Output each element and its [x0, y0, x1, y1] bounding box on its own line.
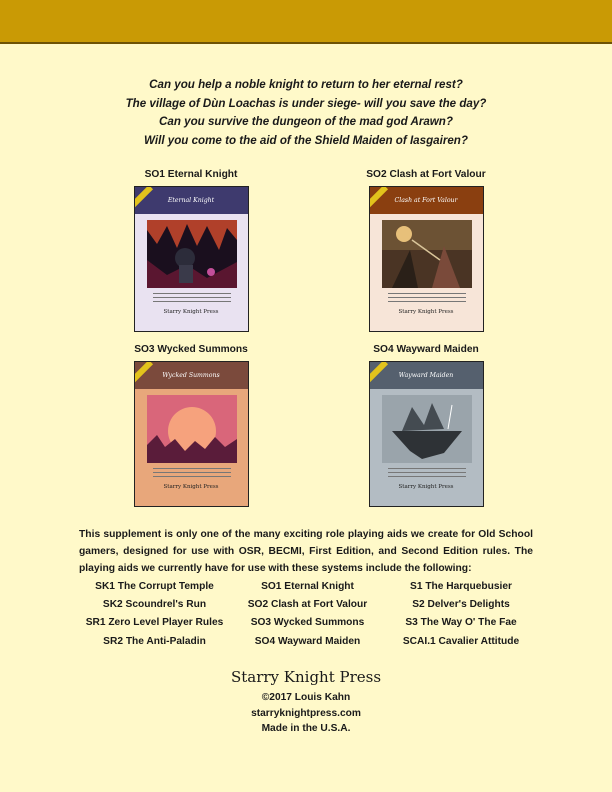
cover-title-band — [370, 362, 483, 389]
question-line: Can you help a noble knight to return to her eternal rest? — [149, 78, 463, 91]
product-item: SO1 Eternal Knight — [261, 581, 354, 592]
product-list — [78, 578, 538, 651]
cover-label: SO2 Clash at Fort Valour — [366, 169, 486, 180]
floating-island-icon — [382, 395, 472, 463]
made-in: Made in the U.S.A. — [261, 723, 351, 734]
cover-image-so4[interactable] — [369, 361, 484, 507]
cover-text-lines — [153, 468, 231, 480]
product-column — [384, 578, 538, 651]
cover-block-so3[interactable] — [111, 343, 271, 507]
product-item: SR2 The Anti-Paladin — [103, 635, 206, 647]
product-item: S2 Delver's Delights — [412, 599, 510, 611]
cover-title-band — [370, 187, 483, 214]
publisher-footer — [0, 666, 612, 737]
cover-image-so1[interactable] — [134, 186, 249, 332]
cover-title-band — [135, 362, 248, 389]
question-line: The village of Dùn Loachas is under siege- will you save the day? — [125, 96, 487, 110]
copyright: ©2017 Louis Kahn — [261, 692, 351, 703]
product-column — [78, 578, 231, 651]
product-column — [231, 578, 384, 651]
cover-title-text: Wycked Summons — [162, 372, 220, 379]
cover-publisher: Starry Knight Press — [163, 484, 219, 490]
cover-text-lines — [388, 468, 466, 480]
cover-text-lines — [388, 293, 466, 305]
product-item: S1 The Harquebusier — [410, 581, 512, 592]
cover-label: SO4 Wayward Maiden — [373, 344, 479, 355]
cover-title-band — [135, 187, 248, 214]
question-line: Can you survive the dungeon of the mad god Arawn? — [159, 115, 453, 128]
cover-block-so2[interactable] — [346, 168, 506, 332]
cover-title-text: Eternal Knight — [167, 197, 215, 204]
sunset-forest-icon — [147, 395, 237, 463]
product-item: S3 The Way O' The Fae — [405, 617, 517, 629]
cover-publisher: Starry Knight Press — [398, 309, 454, 315]
top-header-bar — [0, 0, 612, 44]
cover-image-so3[interactable] — [134, 361, 249, 507]
website-link[interactable]: starryknightpress.com — [251, 707, 361, 719]
product-item: SR1 Zero Level Player Rules — [85, 617, 224, 629]
cover-title-text: Wayward Maiden — [398, 372, 454, 379]
question-line: Will you come to the aid of the Shield Maiden of Iasgairen? — [144, 133, 468, 147]
cover-text-lines — [153, 293, 231, 305]
cover-block-so1[interactable] — [111, 168, 271, 332]
knight-cave-icon — [147, 220, 237, 288]
cover-label: SO3 Wycked Summons — [134, 344, 248, 355]
publisher-logo: Starry Knight Press — [230, 668, 382, 686]
supplement-description: This supplement is only one of the many exciting role playing aids we create for Old School gamers, designed for use with OSR, BECMI, First Edition, and Second Edition rules. The playing aids we currently have for use with these systems include the following: — [79, 529, 533, 575]
cover-publisher: Starry Knight Press — [398, 484, 454, 490]
cover-label: SO1 Eternal Knight — [144, 169, 238, 180]
product-item: SK1 The Corrupt Temple — [95, 581, 214, 592]
product-item: SK2 Scoundrel's Run — [102, 599, 207, 611]
cover-image-so2[interactable] — [369, 186, 484, 332]
product-item: SO2 Clash at Fort Valour — [247, 599, 368, 611]
intro-questions — [0, 76, 612, 150]
product-item: SCAI.1 Cavalier Attitude — [402, 635, 520, 647]
cover-block-so4[interactable] — [346, 343, 506, 507]
product-item: SO4 Wayward Maiden — [254, 635, 361, 647]
product-item: SO3 Wycked Summons — [250, 617, 365, 629]
cover-title-text: Clash at Fort Valour — [394, 197, 458, 204]
battle-icon — [382, 220, 472, 288]
cover-publisher: Starry Knight Press — [163, 309, 219, 315]
